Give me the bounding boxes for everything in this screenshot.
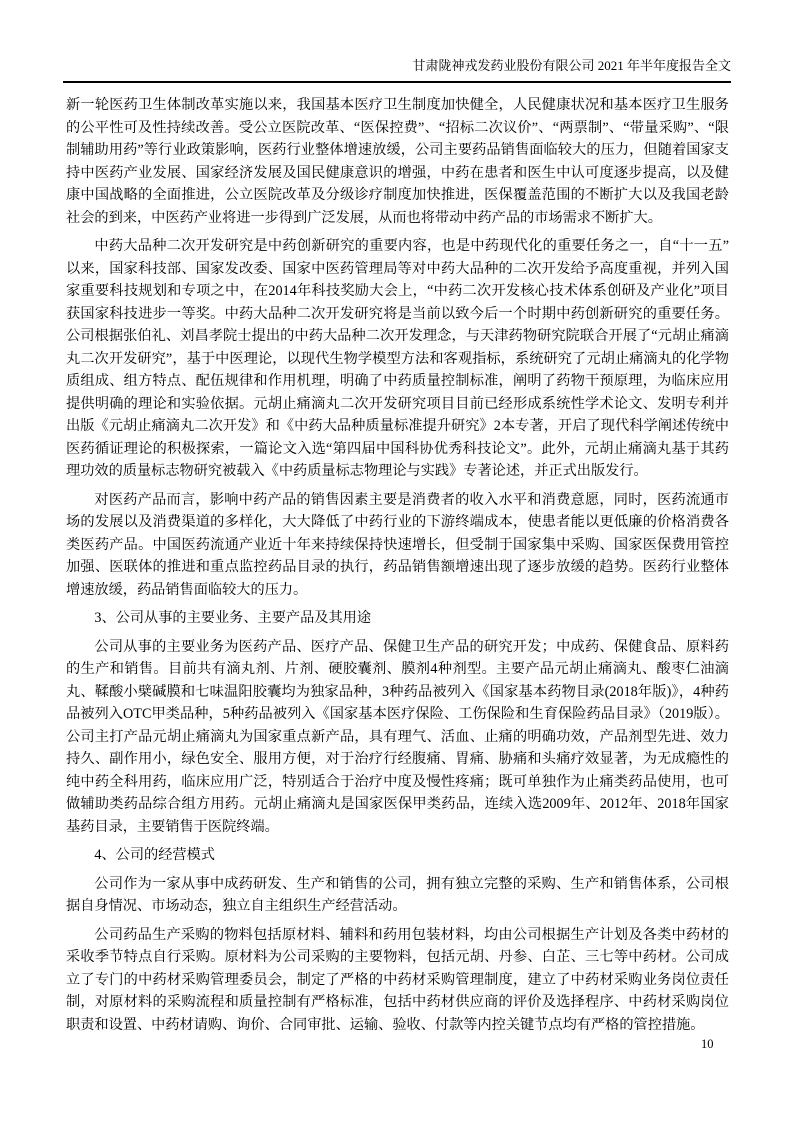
section-heading-operating-model: 4、公司的经营模式 xyxy=(94,847,215,863)
paragraph-operating-model: 公司作为一家从事中成药研发、生产和销售的公司，拥有独立完整的采购、生产和销售体系，公司根据自身情况、市场动态，独立自主组织生产经营活动。 xyxy=(66,875,729,914)
report-header xyxy=(63,0,731,83)
paragraph-procurement: 公司药品生产采购的物料包括原材料、辅料和药用包装材料，均由公司根据生产计划及各类中药材的采收季节特点自行采购。原材料为公司采购的主要物料，包括元胡、丹参、白芷、三七等中药材。公司成立了专门的中药材采购管理委员会，制定了严格的中药材采购管理制度，建立了中药材采购业务岗位责任制，对原材料的采购流程和质量控制有严格标准，包括中药材供应商的评价及选择程序、中药材采购岗位职责和设置、中药材请购、询价、合同审批、运输、验收、付款等内控关键节点均有严格的管控措施。 xyxy=(66,926,729,1033)
page-number: 10 xyxy=(701,1037,714,1051)
paragraph-main-business: 公司从事的主要业务为医药产品、医疗产品、保健卫生产品的研究开发；中成药、保健食品、原料药的生产和销售。目前共有滴丸剂、片剂、硬胶囊剂、膜剂4种剂型。主要产品元胡止痛滴丸、酸枣仁油滴丸、鞣酸小檗碱膜和七味温阳胶囊均为独家品种，3种药品被列入《国家基本药物目录(2018年版)》，4种药品被列入OTC甲类品种，5种药品被列入《国家基本医疗保险、工伤保险和生育保险药品目录》（2019版）。公司主打产品元胡止痛滴丸为国家重点新产品，具有理气、活血、止痛的明确功效，产品剂型先进、效力持久、副作用小，绿色安全、服用方便，对于治疗行经腹痛、胃痛、胁痛和头痛疗效显著，为无成瘾性的纯中药全科用药，临床应用广泛，特别适合于治疗中度及慢性疼痛；既可单独作为止痛类药品使用，也可做辅助类药品综合组方用药。元胡止痛滴丸是国家医保甲类药品，连续入选2009年、2012年、2018年国家基药目录，主要销售于医院终端。 xyxy=(66,638,729,835)
report-header-title: 甘肃陇神戎发药业股份有限公司 2021 年半年度报告全文 xyxy=(412,58,731,73)
section-heading-main-business: 3、公司从事的主要业务、主要产品及其用途 xyxy=(94,610,372,626)
paragraph-sales-factors: 对医药产品而言，影响中药产品的销售因素主要是消费者的收入水平和消费意愿，同时，医药流通市场的发展以及消费渠道的多样化，大大降低了中药行业的下游终端成本，使患者能以更低廉的价格消费各类医药产品。中国医药流通产业近十年来持续保持快速增长，但受制于国家集中采购、国家医保费用管控加强、医联体的推进和重点监控药品目录的执行，药品销售额增速出现了逐步放缓的趋势。医药行业整体增速放缓，药品销售面临较大的压力。 xyxy=(66,491,729,598)
report-body xyxy=(66,83,729,1036)
paragraph-secondary-development: 中药大品种二次开发研究是中药创新研究的重要内容，也是中药现代化的重要任务之一，自“十一五”以来，国家科技部、国家发改委、国家中医药管理局等对中药大品种的二次开发给予高度重视，并列入国家重要科技规划和专项之中，在2014年科技奖励大会上，“中药二次开发核心技术体系创研及产业化”项目获国家科技进步一等奖。中药大品种二次开发研究将是当前以致今后一个时期中药创新研究的重要任务。公司根据张伯礼、刘昌孝院士提出的中药大品种二次开发理念，与天津药物研究院联合开展了“元胡止痛滴丸二次开发研究”，基于中医理论，以现代生物学模型方法和客观指标，系统研究了元胡止痛滴丸的化学物质组成、组方特点、配伍规律和作用机理，明确了中药质量控制标准，阐明了药物干预原理，为临床应用提供明确的理论和实验依据。元胡止痛滴丸二次开发研究项目目前已经形成系统性学术论文、发明专利并出版《元胡止痛滴丸二次开发》和《中药大品种质量标准提升研究》2本专著，开启了现代科学阐述传统中医药循证理论的积极探索，一篇论文入选“第四届中国科协优秀科技论文”。此外，元胡止痛滴丸基于其药理功效的质量标志物研究被载入《中药质量标志物理论与实践》专著论述，并正式出版发行。 xyxy=(66,238,729,479)
paragraph-industry-reform: 新一轮医药卫生体制改革实施以来，我国基本医疗卫生制度加快健全，人民健康状况和基本医疗卫生服务的公平性可及性持续改善。受公立医院改革、“医保控费”、“招标二次议价”、“两票制”、“带量采购”、“限制辅助用药”等行业政策影响，医药行业整体增速放缓，公司主要药品销售面临较大的压力，但随着国家支持中医药产业发展、国家经济发展及国民健康意识的增强，中药在患者和医生中认可度逐步提高，以及健康中国战略的全面推进，公立医院改革及分级诊疗制度加快推进，医保覆盖范围的不断扩大以及我国老龄社会的到来，中医药产业将进一步得到广泛发展，从而也将带动中药产品的市场需求不断扩大。 xyxy=(66,97,729,226)
